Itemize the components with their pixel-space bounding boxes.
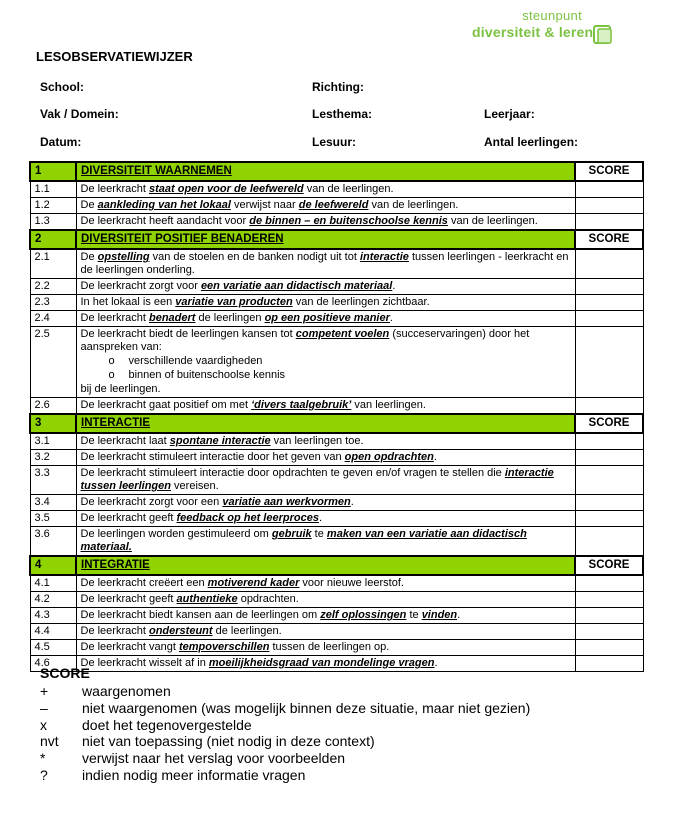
criterion-text bbox=[76, 511, 575, 527]
criterion-text bbox=[76, 575, 575, 592]
criterion-text-part: moeilijkheidsgraad van mondelinge vragen bbox=[208, 657, 435, 669]
criterion-number: 2.3 bbox=[30, 295, 76, 311]
criterion-text-part: te bbox=[406, 609, 422, 621]
criterion-text-part: benadert bbox=[148, 312, 196, 324]
logo-square-icon bbox=[592, 24, 614, 46]
sub-item bbox=[109, 369, 571, 382]
criterion-number: 3.5 bbox=[30, 511, 76, 527]
criterion-text-part: ‘divers taalgebruik’ bbox=[251, 399, 352, 411]
sub-item bbox=[109, 355, 571, 368]
legend-value: indien nodig meer informatie vragen bbox=[82, 766, 306, 783]
criterion-text-part: feedback op het leerproces bbox=[176, 512, 319, 524]
section-header bbox=[30, 162, 643, 181]
criterion-number: 1.3 bbox=[30, 214, 76, 231]
criterion-number: 2.1 bbox=[30, 249, 76, 279]
criterion-row bbox=[30, 511, 643, 527]
legend-row bbox=[40, 683, 530, 700]
score-header: SCORE bbox=[575, 414, 643, 433]
score-cell[interactable] bbox=[575, 327, 643, 398]
criterion-text-part: De leerkracht zorgt voor een bbox=[80, 496, 223, 508]
legend-value: waargenomen bbox=[82, 683, 171, 699]
section-title: DIVERSITEIT WAARNEMEN bbox=[76, 162, 575, 181]
section-number: 1 bbox=[30, 162, 76, 181]
criterion-text bbox=[76, 495, 575, 511]
criterion-text-part: De leerkracht stimuleert interactie door het geven van bbox=[80, 451, 345, 463]
criterion-number: 4.3 bbox=[30, 608, 76, 624]
score-cell[interactable] bbox=[575, 592, 643, 608]
criterion-text-part: tussen de leerlingen op. bbox=[269, 641, 390, 653]
criterion-number: 1.2 bbox=[30, 198, 76, 214]
criterion-row bbox=[30, 608, 643, 624]
criterion-text-part: De leerkracht biedt de leerlingen kansen tot bbox=[80, 328, 296, 340]
criterion-row bbox=[30, 198, 643, 214]
score-cell[interactable] bbox=[575, 398, 643, 415]
criterion-text bbox=[76, 198, 575, 214]
score-cell[interactable] bbox=[575, 433, 643, 450]
criterion-text-part: De leerkracht zorgt voor bbox=[80, 280, 201, 292]
criterion-text-part: verwijst naar bbox=[230, 199, 299, 211]
criterion-text-part: In het lokaal is een bbox=[80, 296, 176, 308]
criterion-number: 1.1 bbox=[30, 181, 76, 198]
criterion-text-part: De leerkracht biedt kansen aan de leerlingen om bbox=[80, 609, 321, 621]
sub-item-text: verschillende vaardigheden bbox=[128, 355, 263, 367]
criterion-number: 3.3 bbox=[30, 466, 76, 495]
sub-item-text: binnen of buitenschoolse kennis bbox=[128, 369, 286, 381]
score-cell[interactable] bbox=[575, 575, 643, 592]
criterion-text-part: interactie bbox=[359, 251, 409, 263]
criterion-text-part: De bbox=[80, 251, 98, 263]
criterion-text bbox=[76, 624, 575, 640]
section-header bbox=[30, 230, 643, 249]
legend-value: verwijst naar het verslag voor voorbeelden bbox=[82, 750, 346, 767]
criterion-number: 2.2 bbox=[30, 279, 76, 295]
criterion-text-part: . bbox=[389, 312, 393, 324]
criterion-number: 3.4 bbox=[30, 495, 76, 511]
field-vak: Vak / Domein: bbox=[40, 107, 119, 121]
criterion-text-part: de leefwereld bbox=[298, 199, 369, 211]
criterion-text-part: De leerkracht laat bbox=[80, 435, 170, 447]
criterion-text-part: van de leerlingen. bbox=[303, 183, 394, 195]
score-cell[interactable] bbox=[575, 495, 643, 511]
score-cell[interactable] bbox=[575, 624, 643, 640]
section-number: 4 bbox=[30, 556, 76, 575]
criterion-text bbox=[76, 640, 575, 656]
criterion-text-part: De leerkracht gaat positief om met bbox=[80, 399, 252, 411]
legend-title: SCORE bbox=[40, 665, 90, 681]
criterion-text-part: De leerlingen worden gestimuleerd om bbox=[80, 528, 272, 540]
score-header: SCORE bbox=[575, 556, 643, 575]
criterion-text-part: De leerkracht vangt bbox=[80, 641, 179, 653]
criterion-text bbox=[76, 466, 575, 495]
criterion-row bbox=[30, 181, 643, 198]
criterion-number: 2.4 bbox=[30, 311, 76, 327]
criterion-text-part: De leerkracht bbox=[80, 625, 149, 637]
criterion-text-part: De leerkracht wisselt af in bbox=[80, 657, 209, 669]
criterion-text-part: staat open voor de leefwereld bbox=[148, 183, 304, 195]
criterion-row bbox=[30, 575, 643, 592]
criterion-text-part: van de leerlingen. bbox=[447, 215, 538, 227]
score-cell[interactable] bbox=[575, 249, 643, 279]
criterion-number: 3.1 bbox=[30, 433, 76, 450]
criterion-text bbox=[76, 279, 575, 295]
criterion-text-part: De bbox=[80, 199, 98, 211]
score-header: SCORE bbox=[575, 230, 643, 249]
criterion-text bbox=[76, 433, 575, 450]
score-legend bbox=[40, 665, 530, 784]
criterion-text-part: opstelling bbox=[97, 251, 150, 263]
criterion-text-part: voor nieuwe leerstof. bbox=[299, 577, 404, 589]
criterion-text-part: spontane interactie bbox=[169, 435, 271, 447]
criterion-text-part: variatie aan werkvormen bbox=[222, 496, 351, 508]
criterion-row bbox=[30, 295, 643, 311]
criterion-text-part: De leerkracht bbox=[80, 183, 149, 195]
score-cell[interactable] bbox=[575, 450, 643, 466]
score-cell[interactable] bbox=[575, 511, 643, 527]
logo bbox=[472, 8, 622, 48]
legend-key: ? bbox=[40, 766, 48, 783]
legend-row bbox=[40, 733, 530, 750]
criterion-text-part: te bbox=[311, 528, 327, 540]
criterion-number: 4.4 bbox=[30, 624, 76, 640]
criterion-row bbox=[30, 527, 643, 557]
criterion-text-part: de binnen – en buitenschoolse kennis bbox=[249, 215, 448, 227]
criterion-number: 4.2 bbox=[30, 592, 76, 608]
criterion-text-part: De leerkracht bbox=[80, 312, 149, 324]
criterion-text-part: De leerkracht geeft bbox=[80, 593, 177, 605]
criterion-text bbox=[76, 181, 575, 198]
section-number: 2 bbox=[30, 230, 76, 249]
criterion-row bbox=[30, 495, 643, 511]
criterion-text-part: De leerkracht creëert een bbox=[80, 577, 208, 589]
legend-value: niet van toepassing (niet nodig in deze context) bbox=[82, 733, 375, 750]
legend-value: doet het tegenovergestelde bbox=[82, 716, 252, 733]
field-richting: Richting: bbox=[312, 80, 364, 94]
criterion-text-part: De leerkracht stimuleert interactie door opdrachten te geven en/of vragen te stellen die bbox=[80, 467, 505, 479]
criterion-text-part: een variatie aan didactisch materiaal bbox=[200, 280, 393, 292]
criterion-row bbox=[30, 592, 643, 608]
field-school: School: bbox=[40, 80, 84, 94]
criterion-text bbox=[76, 327, 575, 398]
criterion-text-part: De leerkracht heeft aandacht voor bbox=[80, 215, 250, 227]
criterion-row bbox=[30, 433, 643, 450]
criterion-text-part: op een positieve manier bbox=[264, 312, 390, 324]
bullet-icon: o bbox=[108, 355, 115, 367]
criterion-text-part: tussen leerlingen - leerkracht en de leerlingen onderling. bbox=[80, 251, 569, 276]
score-cell[interactable] bbox=[575, 527, 643, 557]
criterion-text-part: ondersteunt bbox=[148, 625, 213, 637]
criterion-text-part: interactie tussen leerlingen bbox=[80, 467, 554, 492]
criterion-number: 4.6 bbox=[30, 656, 76, 672]
criterion-text-part: zelf oplossingen bbox=[320, 609, 407, 621]
field-datum: Datum: bbox=[40, 135, 82, 149]
criterion-text-part: van leerlingen. bbox=[351, 399, 426, 411]
legend-row bbox=[40, 767, 530, 784]
criterion-text bbox=[76, 249, 575, 279]
field-lesthema: Lesthema: bbox=[312, 107, 373, 121]
score-cell[interactable] bbox=[575, 608, 643, 624]
criterion-text bbox=[76, 214, 575, 231]
criterion-row bbox=[30, 214, 643, 231]
criterion-after-text: bij de leerlingen. bbox=[80, 383, 161, 395]
criterion-text-part: open opdrachten bbox=[344, 451, 434, 463]
logo-line2: diversiteit & leren bbox=[472, 24, 594, 40]
criterion-text-part: de leerlingen. bbox=[212, 625, 282, 637]
criterion-text-part: . bbox=[457, 609, 461, 621]
criterion-text-part: van de leerlingen zichtbaar. bbox=[292, 296, 430, 308]
criterion-text bbox=[76, 592, 575, 608]
field-leerjaar: Leerjaar: bbox=[484, 107, 535, 121]
criterion-row bbox=[30, 450, 643, 466]
bullet-icon: o bbox=[108, 369, 115, 381]
score-cell[interactable] bbox=[575, 656, 643, 672]
criterion-text-part: authentieke bbox=[176, 593, 238, 605]
criterion-number: 4.1 bbox=[30, 575, 76, 592]
criterion-text-part: competent voelen bbox=[295, 328, 390, 340]
criterion-number: 4.5 bbox=[30, 640, 76, 656]
criterion-text-part: (succeservaringen) door het aanspreken van: bbox=[80, 328, 530, 353]
criterion-text bbox=[76, 311, 575, 327]
criterion-text-part: gebruik bbox=[271, 528, 312, 540]
score-cell[interactable] bbox=[575, 295, 643, 311]
criterion-text-part: variatie van producten bbox=[175, 296, 293, 308]
criterion-text-part: van de leerlingen. bbox=[368, 199, 459, 211]
legend-key: nvt bbox=[40, 733, 59, 750]
criterion-row bbox=[30, 466, 643, 495]
criterion-text-part: van de stoelen en de banken nodigt uit tot bbox=[149, 251, 360, 263]
criterion-text bbox=[76, 608, 575, 624]
legend-key: * bbox=[40, 750, 46, 767]
score-cell[interactable] bbox=[575, 311, 643, 327]
criterion-number: 3.6 bbox=[30, 527, 76, 557]
section-title: DIVERSITEIT POSITIEF BENADEREN bbox=[76, 230, 575, 249]
observation-table bbox=[29, 161, 644, 672]
score-cell[interactable] bbox=[575, 181, 643, 198]
criterion-text-part: . bbox=[433, 451, 437, 463]
criterion-row bbox=[30, 311, 643, 327]
legend-row bbox=[40, 717, 530, 734]
criterion-row bbox=[30, 279, 643, 295]
score-cell[interactable] bbox=[575, 640, 643, 656]
criterion-text-part: de leerlingen bbox=[195, 312, 265, 324]
field-lesuur: Lesuur: bbox=[312, 135, 357, 149]
criterion-text-part: motiverend kader bbox=[207, 577, 300, 589]
criterion-text-part: vinden bbox=[421, 609, 458, 621]
score-header: SCORE bbox=[575, 162, 643, 181]
criterion-text-part: . bbox=[392, 280, 396, 292]
score-cell[interactable] bbox=[575, 214, 643, 231]
criterion-text bbox=[76, 398, 575, 415]
field-aantal: Antal leerlingen: bbox=[484, 135, 579, 149]
criterion-row bbox=[30, 640, 643, 656]
criterion-number: 3.2 bbox=[30, 450, 76, 466]
section-number: 3 bbox=[30, 414, 76, 433]
section-title: INTEGRATIE bbox=[76, 556, 575, 575]
criterion-row bbox=[30, 249, 643, 279]
criterion-text-part: . bbox=[318, 512, 323, 524]
score-cell[interactable] bbox=[575, 198, 643, 214]
section-title: INTERACTIE bbox=[76, 414, 575, 433]
legend-key: – bbox=[40, 699, 48, 716]
legend-key: x bbox=[40, 716, 47, 733]
criterion-text-part: maken van een variatie aan didactisch materiaal. bbox=[80, 528, 527, 553]
section-header bbox=[30, 414, 643, 433]
criterion-text bbox=[76, 527, 575, 557]
legend-row bbox=[40, 700, 530, 717]
legend-key: + bbox=[40, 683, 49, 699]
page-title: LESOBSERVATIEWIJZER bbox=[36, 49, 193, 64]
criterion-text-part: aankleding van het lokaal bbox=[97, 199, 231, 211]
criterion-text-part: vereisen. bbox=[170, 480, 219, 492]
criterion-text-part: tempoverschillen bbox=[178, 641, 270, 653]
legend-value: niet waargenomen (was mogelijk binnen deze situatie, maar niet gezien) bbox=[82, 699, 531, 716]
score-cell[interactable] bbox=[575, 466, 643, 495]
logo-line1: steunpunt bbox=[522, 8, 582, 23]
criterion-row bbox=[30, 398, 643, 415]
legend-row bbox=[40, 750, 530, 767]
score-cell[interactable] bbox=[575, 279, 643, 295]
criterion-text-part: opdrachten. bbox=[237, 593, 299, 605]
criterion-text-part: . bbox=[434, 657, 438, 669]
criterion-number: 2.5 bbox=[30, 327, 76, 398]
criterion-text-part: De leerkracht geeft bbox=[80, 512, 177, 524]
section-header bbox=[30, 556, 643, 575]
criterion-row bbox=[30, 624, 643, 640]
criterion-row bbox=[30, 327, 643, 398]
criterion-text bbox=[76, 450, 575, 466]
criterion-text-part: . bbox=[350, 496, 354, 508]
criterion-text-part: van leerlingen toe. bbox=[270, 435, 364, 447]
criterion-number: 2.6 bbox=[30, 398, 76, 415]
criterion-text bbox=[76, 295, 575, 311]
